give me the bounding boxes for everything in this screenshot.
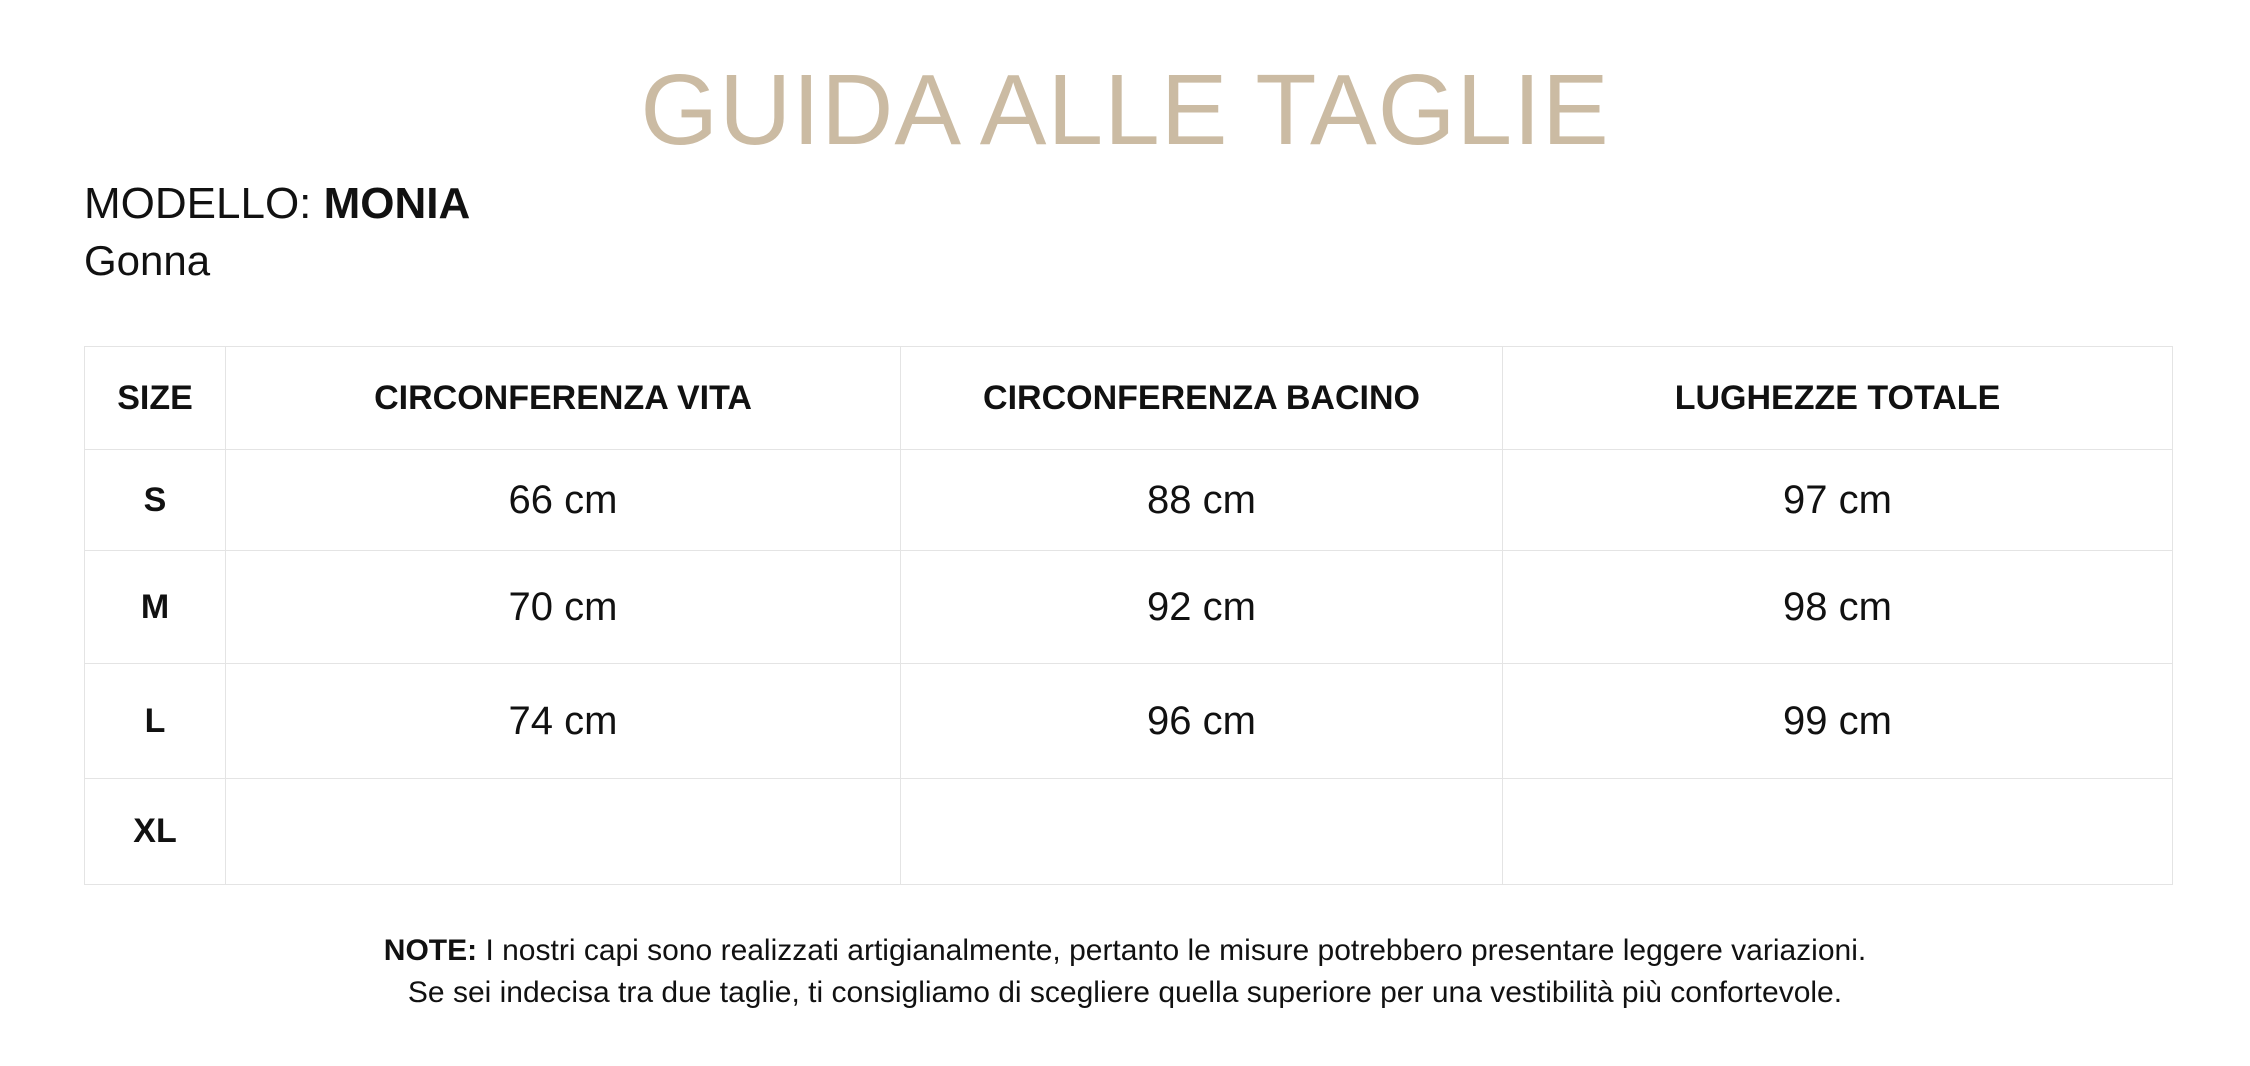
note-label: NOTE: [383,934,478,967]
note-text-1: I nostri capi sono realizzati artigianalmente, pertanto le misure potrebbero presentare leggere variazioni. [485,934,1867,967]
length-cell: 99 cm [1503,664,2173,779]
model-line [84,176,470,232]
table-row [85,450,2173,551]
hips-cell: 88 cm [901,450,1503,551]
length-cell: 97 cm [1503,450,2173,551]
model-name: MONIA [323,179,471,228]
hips-cell [901,779,1503,885]
note-line-1 [0,930,2250,972]
header-size: SIZE [85,347,226,450]
table-row [85,664,2173,779]
table-row [85,551,2173,664]
size-cell: S [85,450,226,551]
header-hips: CIRCONFERENZA BACINO [901,347,1503,450]
table-row [85,779,2173,885]
product-type: Gonna [84,237,211,284]
size-table [84,346,2173,885]
table-header-row [85,347,2173,450]
waist-cell: 70 cm [226,551,901,664]
note-line-2: Se sei indecisa tra due taglie, ti consigliamo di scegliere quella superiore per una vestibilità più confortevole. [407,976,1843,1009]
hips-cell: 96 cm [901,664,1503,779]
page-title: GUIDA ALLE TAGLIE [640,54,1610,166]
waist-cell: 74 cm [226,664,901,779]
header-waist: CIRCONFERENZA VITA [226,347,901,450]
length-cell: 98 cm [1503,551,2173,664]
size-cell: M [85,551,226,664]
length-cell [1503,779,2173,885]
hips-cell: 92 cm [901,551,1503,664]
header-length: LUGHEZZE TOTALE [1503,347,2173,450]
note [0,930,2250,1014]
size-cell: L [85,664,226,779]
waist-cell [226,779,901,885]
waist-cell: 66 cm [226,450,901,551]
size-cell: XL [85,779,226,885]
model-label: MODELLO: [84,179,312,228]
